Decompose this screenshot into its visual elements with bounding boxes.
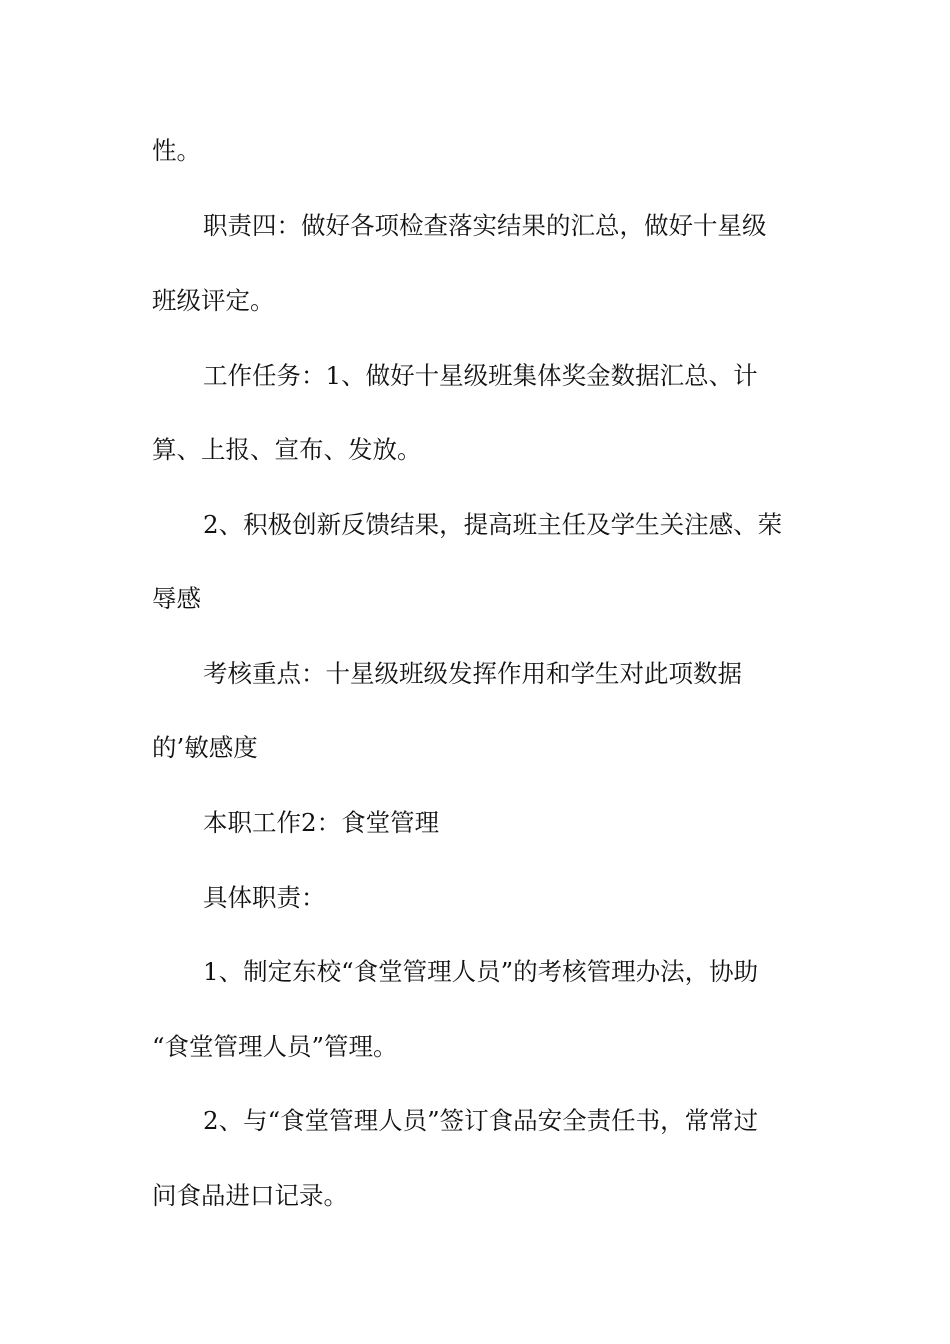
text-line: 问食品进口记录。 [152, 1181, 348, 1210]
text-line: 1、制定东校“食堂管理人员”的考核管理办法，协助 [203, 957, 759, 986]
text-line: 班级评定。 [152, 286, 275, 315]
text-line: 算、上报、宣布、发放。 [152, 435, 422, 464]
text-line: 2、积极创新反馈结果，提高班主任及学生关注感、荣 [203, 510, 783, 539]
text-line: 2、与“食堂管理人员”签订食品安全责任书，常常过 [203, 1106, 759, 1135]
text-line: 考核重点：十星级班级发挥作用和学生对此项数据 [203, 659, 742, 688]
text-line: 的’敏感度 [152, 733, 258, 762]
section-heading: 本职工作2：食堂管理 [203, 808, 440, 837]
text-line: 职责四：做好各项检查落实结果的汇总，做好十星级 [203, 211, 767, 240]
subsection-heading: 具体职责： [203, 883, 326, 912]
text-line: 辱感 [152, 584, 201, 613]
text-line: 性。 [152, 136, 201, 165]
text-line: “食堂管理人员”管理。 [152, 1032, 398, 1061]
text-line: 工作任务：1、做好十星级班集体奖金数据汇总、计 [203, 361, 758, 390]
